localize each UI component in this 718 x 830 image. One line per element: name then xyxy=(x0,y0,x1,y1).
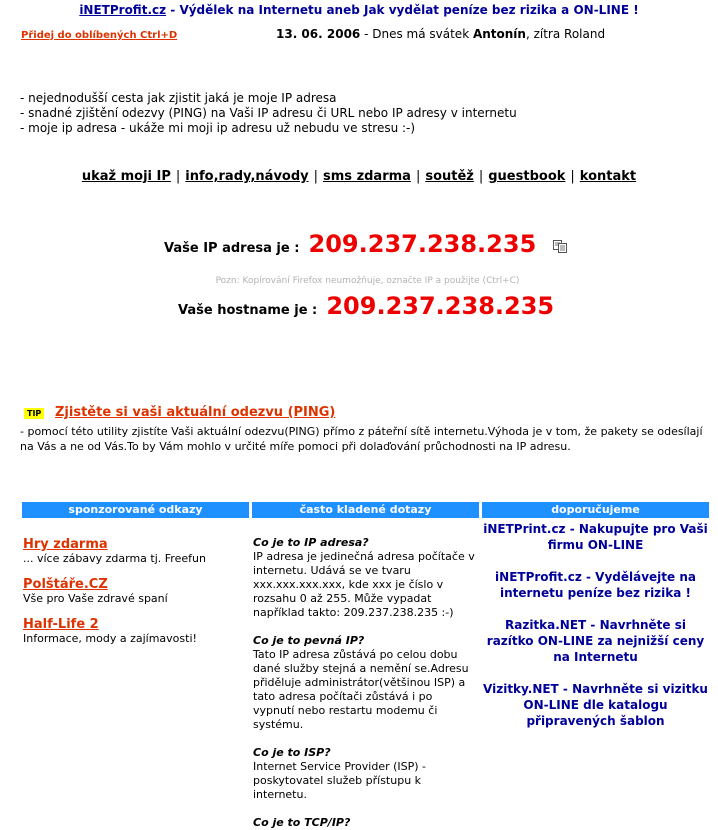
site-home-link[interactable]: iNETProfit.cz xyxy=(79,3,167,17)
copy-note: Pozn: Kopírování Firefox neumožňuje, označte IP a použijte (Ctrl+C) xyxy=(215,276,520,286)
faq-question: Co je to TCP/IP? xyxy=(253,816,351,829)
faq-question: Co je to IP adresa? xyxy=(253,536,369,549)
sponsored-item xyxy=(23,537,248,565)
site-tagline: - Výdělek na Internetu aneb Jak vydělat peníze bez rizika a ON-LINE ! xyxy=(166,3,639,17)
recommend-link[interactable]: iNETProfit.cz - Vydělávejte na internetu peníze bez rizika ! xyxy=(495,570,696,600)
namesday-prefix: - Dnes má svátek xyxy=(360,27,473,41)
tip-description: - pomocí této utility zjistíte Vaši aktuální odezvu(PING) přímo z páteřní sítě internetu.Výhoda je v tom, že pakety se odesílají na Vás a ne od Vás.To by Vám mohlo v určité míře pomoci při dolaďování průchodnosti na IP adresu. xyxy=(20,425,703,453)
nav-separator: | xyxy=(570,169,575,184)
nav-info[interactable]: info,rady,návody xyxy=(185,169,309,184)
faq-answer: IP adresa je jedinečná adresa počítače v internetu. Udává se ve tvaru xxx.xxx.xxx.xxx, kde xxx je číslo v rozsahu 0 až 255. Může vypadat například takto: 209.237.238.235 :-) xyxy=(253,550,475,619)
faq-list xyxy=(253,536,477,830)
recommend-link[interactable]: Vizitky.NET - Navrhněte si vizitku ON-LINE dle katalogu připravených šablon xyxy=(483,682,708,728)
ip-label: Vaše IP adresa je : xyxy=(164,241,300,256)
nav-separator: | xyxy=(415,169,421,184)
ip-row xyxy=(164,230,536,258)
ip-value: 209.237.238.235 xyxy=(308,230,537,258)
recommend-link[interactable]: Razitka.NET - Navrhněte si razítko ON-LINE za nejnižší ceny na Internetu xyxy=(486,618,705,664)
recommend-list xyxy=(482,521,709,745)
feature-list xyxy=(20,91,517,136)
faq-question: Co je to ISP? xyxy=(253,746,331,759)
nav-separator: | xyxy=(175,169,181,184)
faq-question: Co je to pevná IP? xyxy=(253,634,365,647)
sponsored-link[interactable]: Hry zdarma xyxy=(23,537,108,552)
sponsored-desc: Vše pro Vaše zdravé spaní xyxy=(23,592,168,605)
sponsored-item xyxy=(23,617,248,645)
add-favorite-link[interactable]: Přidej do oblíbených Ctrl+D xyxy=(21,30,178,41)
faq-answer: Internet Service Provider (ISP) - poskytovatel služeb přístupu k internetu. xyxy=(253,760,427,801)
sponsored-link[interactable]: Polštáře.CZ xyxy=(23,577,108,592)
sponsored-item xyxy=(23,577,248,605)
faq-header: často kladené dotazy xyxy=(252,502,479,518)
nav-sms[interactable]: sms zdarma xyxy=(323,169,411,184)
sponsored-list xyxy=(23,537,248,657)
nav-separator: | xyxy=(313,169,319,184)
feature-item: - nejednodušší cesta jak zjistit jaká je moje IP adresa xyxy=(20,91,337,105)
feature-item: - snadné zjištění odezvy (PING) na Vaši IP adresu či URL nebo IP adresy v internetu xyxy=(20,106,517,120)
nav-contest[interactable]: soutěž xyxy=(425,169,474,184)
namesday-name: Antonín xyxy=(472,27,526,41)
sponsored-link[interactable]: Half-Life 2 xyxy=(23,617,99,632)
sponsored-header: sponzorované odkazy xyxy=(22,502,249,518)
tip-badge: TIP xyxy=(24,408,44,419)
hostname-label: Vaše hostname je : xyxy=(178,303,318,318)
recommend-header: doporučujeme xyxy=(482,502,709,518)
nav-separator: | xyxy=(478,169,484,184)
main-nav xyxy=(0,169,718,184)
current-date: 13. 06. 2006 xyxy=(276,27,361,41)
hostname-row xyxy=(178,292,554,320)
nav-show-my-ip[interactable]: ukaž moji IP xyxy=(81,169,171,184)
hostname-value: 209.237.238.235 xyxy=(326,292,555,320)
sponsored-desc: ... více zábavy zdarma tj. Freefun xyxy=(23,552,206,565)
faq-answer: Tato IP adresa zůstává po celou dobu dané služby stejná a nemění se.Adresu přiděluje administrátor(většinou ISP) a tato adresa počítači zůstává i po vypnutí nebo restartu modemu či systému. xyxy=(253,648,469,731)
feature-item: - moje ip adresa - ukáže mi moji ip adresu už nebudu ve stresu :-) xyxy=(20,121,416,135)
nav-contact[interactable]: kontakt xyxy=(579,169,637,184)
date-line xyxy=(276,27,605,41)
site-title xyxy=(0,3,718,17)
namesday-suffix: , zítra Roland xyxy=(525,27,606,41)
sponsored-desc: Informace, mody a zajímavosti! xyxy=(23,632,197,645)
copy-icon[interactable] xyxy=(553,238,567,251)
ping-tip-link[interactable]: Zjistěte si vaši aktuální odezvu (PING) xyxy=(55,405,336,420)
recommend-link[interactable]: iNETPrint.cz - Nakupujte pro Vaši firmu ON-LINE xyxy=(483,522,708,552)
nav-guestbook[interactable]: guestbook xyxy=(488,169,566,184)
